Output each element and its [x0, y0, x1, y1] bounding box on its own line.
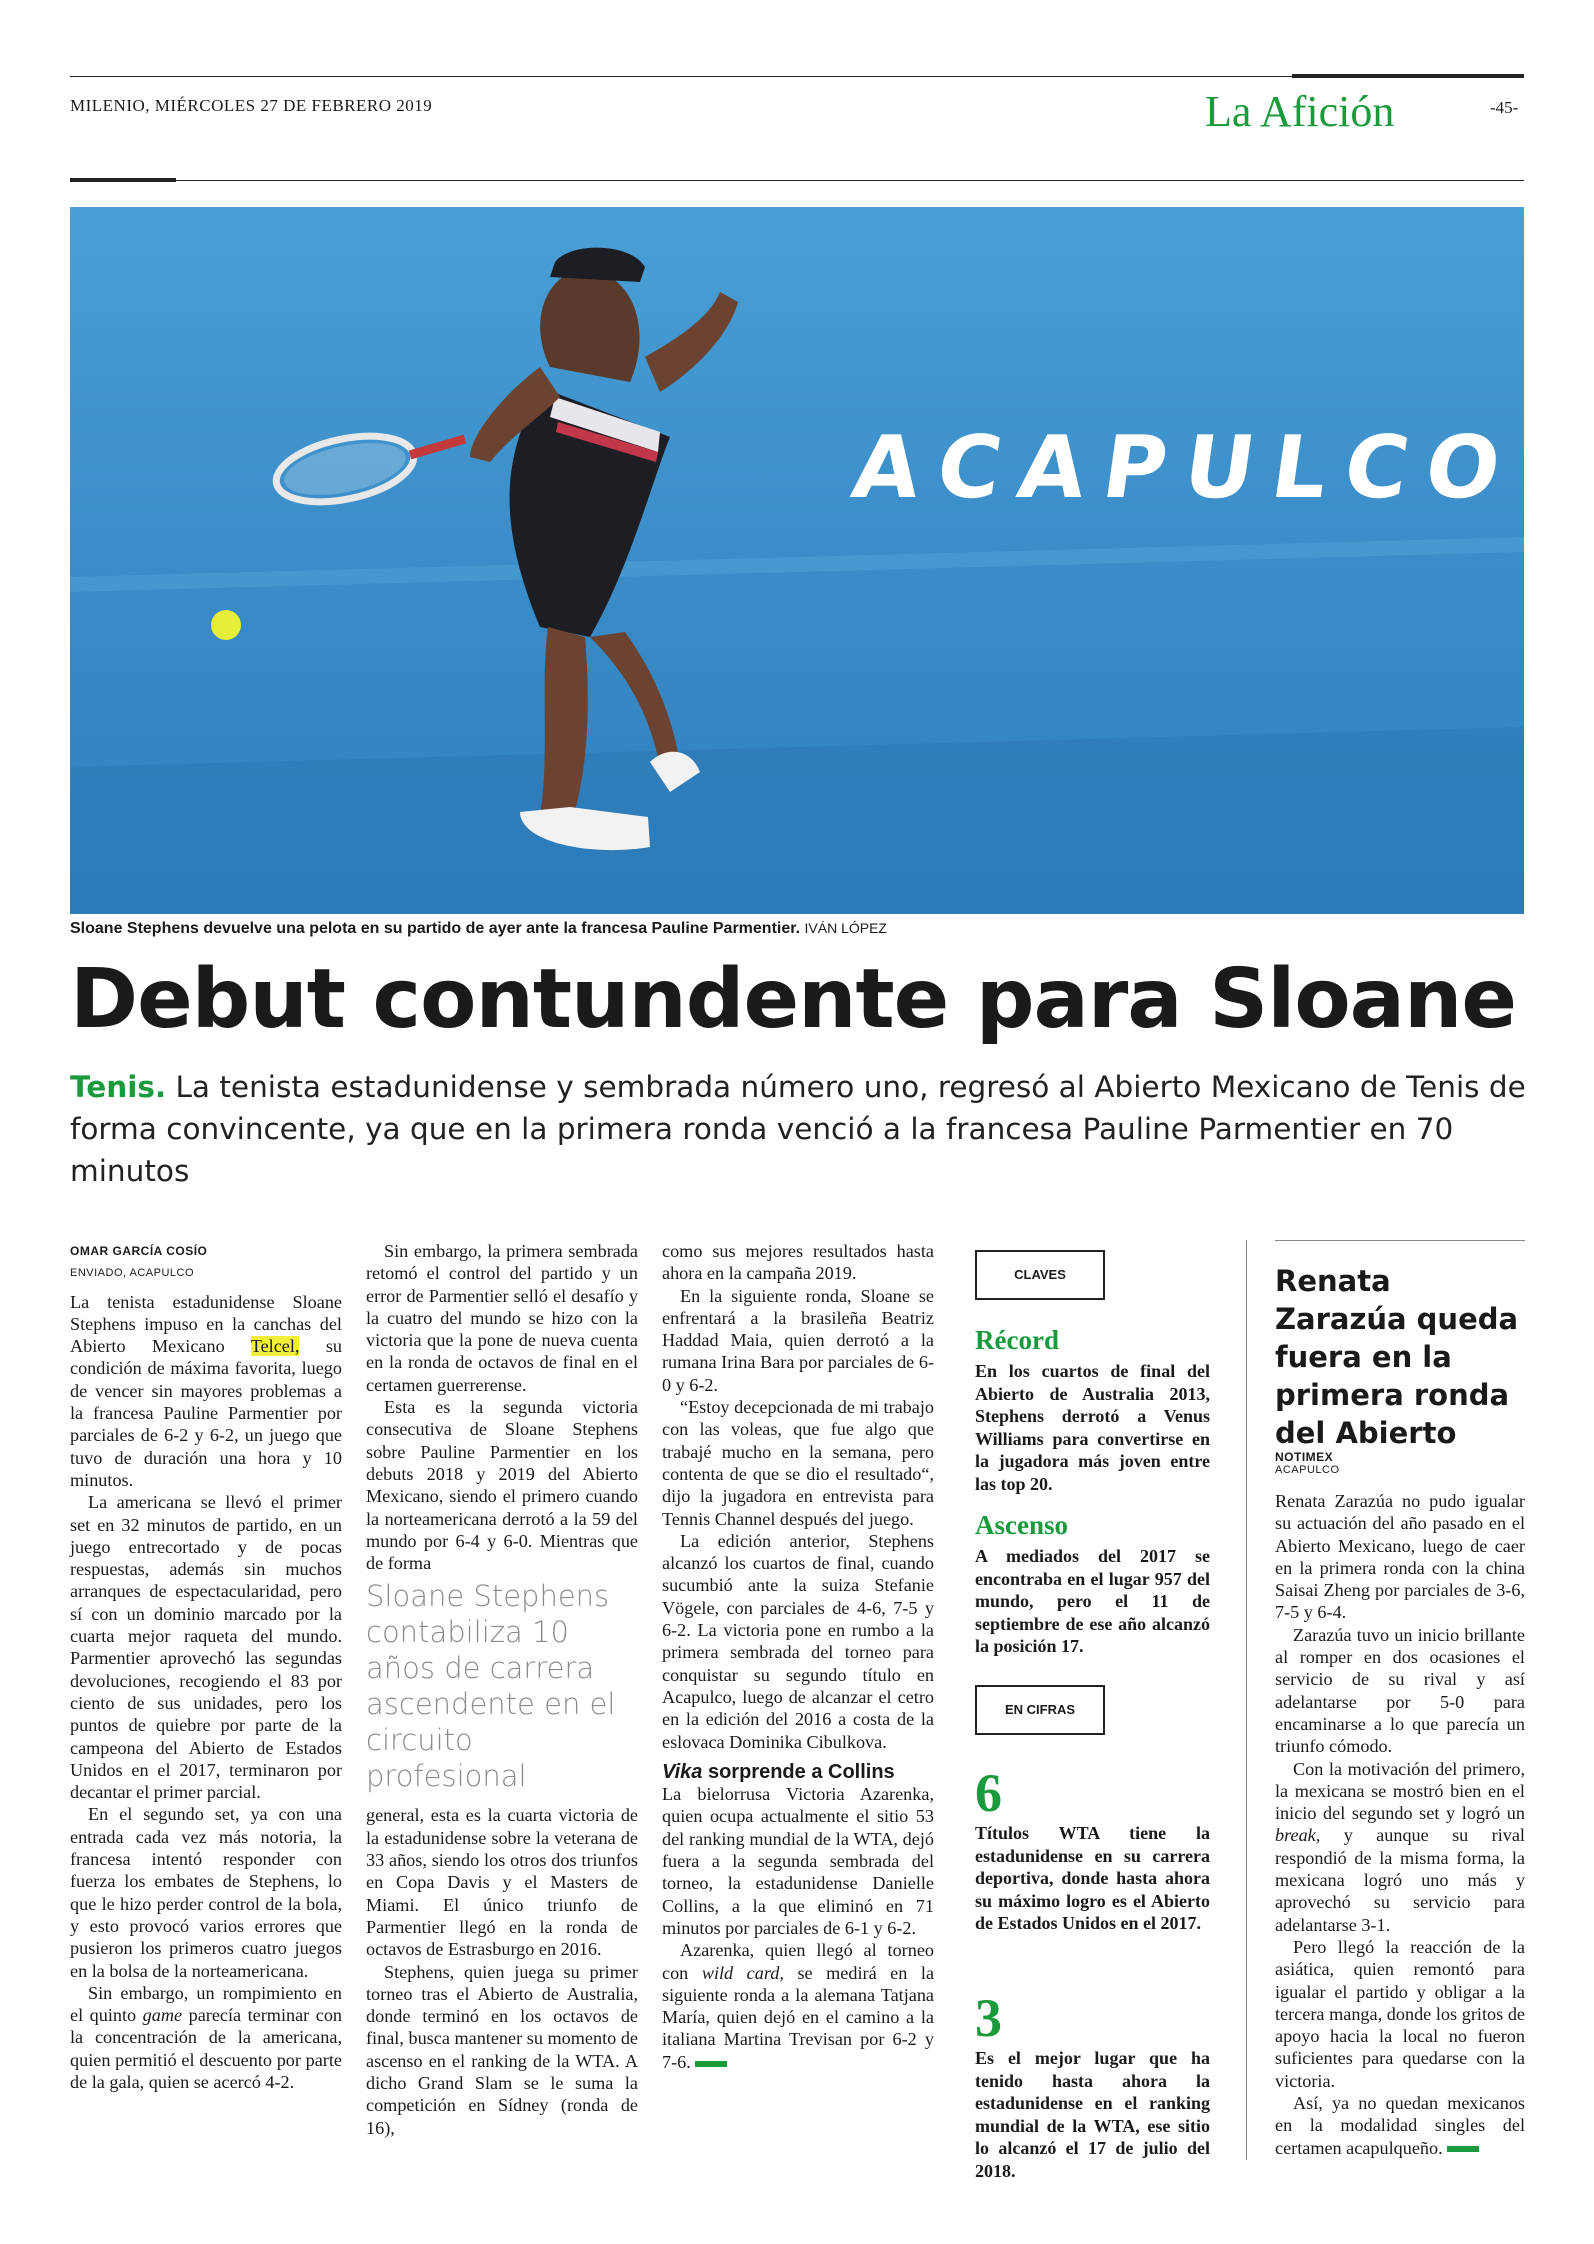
photo-credit: IVÁN LÓPEZ — [804, 920, 887, 936]
tennis-ball — [211, 610, 241, 640]
sidebar-headline: Renata Zarazúa queda fuera en la primera ronda del Abierto — [1275, 1264, 1519, 1450]
cifra-number: 3 — [975, 1988, 1002, 2048]
masthead-bottom-accent — [70, 178, 176, 182]
pull-quote: Sloane Stephens contabiliza 10 años de carrera ascendente en el circuito profesional — [366, 1579, 616, 1794]
main-photo — [70, 207, 1524, 914]
article-subhead: Vika sorprende a Collins — [662, 1760, 895, 1783]
end-mark — [695, 2061, 727, 2067]
sidebar-byline: NOTIMEX ACAPULCO — [1275, 1450, 1340, 1476]
article-paragraph: Sin embargo, la primera sembrada retomó el control del partido y un error de Parmentier selló el desafío y la cuatro del mundo se hizo con la victoria que la pone de nueva cuenta en la ronda de octavos de final en el certamen guerrerense. — [366, 1241, 638, 1395]
column-divider-1 — [1246, 1240, 1247, 2160]
caption-text: Sloane Stephens devuelve una pelota en su partido de ayer ante la francesa Pauline Parmentier. — [70, 920, 801, 937]
article-paragraph: Renata Zarazúa no pudo igualar su actuación del año pasado en el Abierto Mexicano, luego de caer en la primera ronda con la china Saisai Zheng por parciales de 3-6, 7-5 y 6-4. — [1275, 1491, 1525, 1623]
article-paragraph: En el segundo set, ya con una entrada cada vez más notoria, la francesa intentó responder con fuerza los embates de Stephens, lo que le hizo perder control de la bola, y esto provocó varios errores que pusieron los primeros cuatro juegos en la bolsa de la norteamericana. — [70, 1804, 342, 1981]
article-column-1 — [70, 1240, 342, 2093]
cifra-body: Títulos WTA tiene la estadunidense en su carrera deportiva, donde hasta ahora su máximo logro es el Abierto de Estados Unidos en el 2017. — [975, 1823, 1210, 1933]
photo-caption — [70, 920, 887, 938]
article-column-2 — [366, 1240, 638, 2139]
byline-name: OMAR GARCÍA COSÍO — [70, 1244, 208, 1258]
headline: Debut contundente para Sloane — [70, 952, 1516, 1047]
section-title: La Afición — [1205, 87, 1395, 136]
court-lettering: ACAPULCO — [846, 418, 1524, 518]
article-paragraph: como sus mejores resultados hasta ahora en la campaña 2019. — [662, 1241, 934, 1284]
article-paragraph: “Estoy decepcionada de mi trabajo con las voleas, que fue algo que trabajé mucho en la semana, pero contenta de que se dio el resultado“, dijo la jugadora en entrevista para Tennis Channel después del juego. — [662, 1397, 934, 1529]
end-mark — [1447, 2146, 1479, 2152]
dek — [70, 1066, 1530, 1192]
brand-highlight: Telcel, — [250, 1336, 300, 1357]
article-paragraph: Con la motivación del primero, la mexicana se mostró bien en el inicio del segundo set y logró un break, y aunque su rival respondió de la misma forma, la mexicana logró uno más y aprovechó su servicio para adelantarse 3-1. — [1275, 1758, 1525, 1935]
fact-body: En los cuartos de final del Abierto de Australia 2013, Stephens derrotó a Venus Williams para convertirse en la jugadora más joven entre las top 20. — [975, 1361, 1210, 1494]
article-paragraph: Azarenka, quien llegó al torneo con wild card, se medirá en la siguiente ronda a la alemana Tatjana María, quien dejó en el camino a la italiana Martina Trevisan por 6-2 y 7-6. — [662, 1940, 935, 2072]
top-rule-accent — [1292, 74, 1524, 78]
article-paragraph: Sin embargo, un rompimiento en el quinto game parecía terminar con la concentración de la americana, quien permitió el descuento por parte de la gala, quien se acercó 4-2. — [70, 1982, 343, 2092]
article-paragraph: general, esta es la cuarta victoria de la estadunidense sobre la veterana de 33 años, siendo los otros dos triunfos en Copa Davis y el Masters de Miami. El único triunfo de Parmentier llegó en la ronda de octavos de Estrasburgo en 2016. — [366, 1805, 638, 1960]
article-paragraph: En la siguiente ronda, Sloane se enfrentará a la brasileña Beatriz Haddad Maia, quien derrotó a la rumana Irina Bara por parciales de 6-0 y 6-2. — [662, 1285, 934, 1395]
dek-text: La tenista estadunidense y sembrada número uno, regresó al Abierto Mexicano de Tenis de forma convincente, ya que en la primera ronda venció a la francesa Pauline Parmentier en 70 minutos — [70, 1070, 1526, 1188]
article-paragraph: La bielorrusa Victoria Azarenka, quien ocupa actualmente el sitio 53 del ranking mundial de la WTA, dejó fuera a la segunda sembrada del torneo, la estadunidense Danielle Collins, a la que eliminó en 71 minutos por parciales de 6-1 y 6-2. — [662, 1784, 934, 1938]
page-number: -45- — [1490, 98, 1519, 117]
article-paragraph: La edición anterior, Stephens alcanzó los cuartos de final, cuando sucumbió ante la suiza Stefanie Vögele, con parciales de 4-6, 7-5 y 6-2. La victoria pone en rumbo a la primera sembrada del torneo para conquistar su segundo título en Acapulco, luego de alcanzar el cetro en la edición del 2016 a costa de la eslovaca Dominika Cibulkova. — [662, 1530, 934, 1752]
masthead-date: MILENIO, MIÉRCOLES 27 DE FEBRERO 2019 — [70, 96, 433, 115]
byline-role: ENVIADO, ACAPULCO — [70, 1267, 195, 1280]
article-paragraph: Stephens, quien juega su primer torneo tras el Abierto de Australia, donde terminó en los octavos de final, busca mantener su momento de ascenso en el ranking de la WTA. A dicho Grand Slam se le suma la competición en Sídney (ronda de 16), — [366, 1961, 638, 2138]
sidebar-top-rule — [1275, 1240, 1525, 1241]
tennis-photo-illustration — [70, 207, 1524, 914]
fact-title: Ascenso — [975, 1510, 1068, 1540]
fact-body: A mediados del 2017 se encontraba en el lugar 957 del mundo, pero el 11 de septiembre de ese año alcanzó la posición 17. — [975, 1546, 1210, 1656]
article-paragraph: Zarazúa tuvo un inicio brillante al romper en dos ocasiones el servicio de su rival y así adelantarse por 5-0 para encaminarse a lo que parecía un triunfo cómodo. — [1275, 1624, 1525, 1757]
masthead-bottom-rule — [70, 180, 1524, 181]
sidebar-body — [1275, 1490, 1525, 2159]
article-paragraph: Pero llegó la reacción de la asiática, quien remontó para igualar el partido y obligar a la tercera manga, donde los gritos de apoyo hacia la local no fueron suficientes para quedarse con la victoria. — [1275, 1936, 1525, 2091]
article-paragraph: Esta es la segunda victoria consecutiva de Sloane Stephens sobre Pauline Parmentier en los debuts 2018 y 2019 del Abierto Mexicano, siendo el primero cuando la norteamericana derrotó a la 59 del mundo por 6-4 y 6-0. Mientras que de forma — [366, 1397, 638, 1574]
article-paragraph: La tenista estadunidense Sloane Stephens impuso en la canchas del Abierto Mexicano Telcel, su condición de máxima favorita, luego de vencer sin mayores problemas a la francesa Pauline Parmentier por parciales de 6-2 y 6-2, un juego que tuvo de duración una hora y 10 minutos. — [70, 1291, 343, 1490]
fact-title: Récord — [975, 1325, 1059, 1355]
cifra-number: 6 — [975, 1763, 1002, 1823]
article-paragraph: La americana se llevó el primer set en 32 minutos de partido, en un juego entrecortado y de pocas respuestas, además sin muchos arranques de espectacularidad, pero sí con un dominio marcado por la cuarta mejor raqueta del mundo. Parmentier aprovechó las segundas devoluciones, recogiendo el 83 por ciento de sus unidades, pero los puntos de quiebre por parte de la campeona del Abierto de Estados Unidos en el 2017, terminaron por decantar el primer parcial. — [70, 1492, 342, 1803]
dek-kicker: Tenis. — [70, 1070, 167, 1104]
article-paragraph: Así, ya no quedan mexicanos en la modalidad singles del certamen acapulqueño. — [1275, 2093, 1525, 2158]
article-column-3 — [662, 1240, 934, 2073]
cifra-body: Es el mejor lugar que ha tenido hasta ahora la estadunidense en el ranking mundial de la WTA, ese sitio lo alcanzó el 17 de julio del 2018. — [975, 2048, 1210, 2181]
claves-label: CLAVES — [975, 1250, 1105, 1300]
cifras-label: EN CIFRAS — [975, 1685, 1105, 1735]
